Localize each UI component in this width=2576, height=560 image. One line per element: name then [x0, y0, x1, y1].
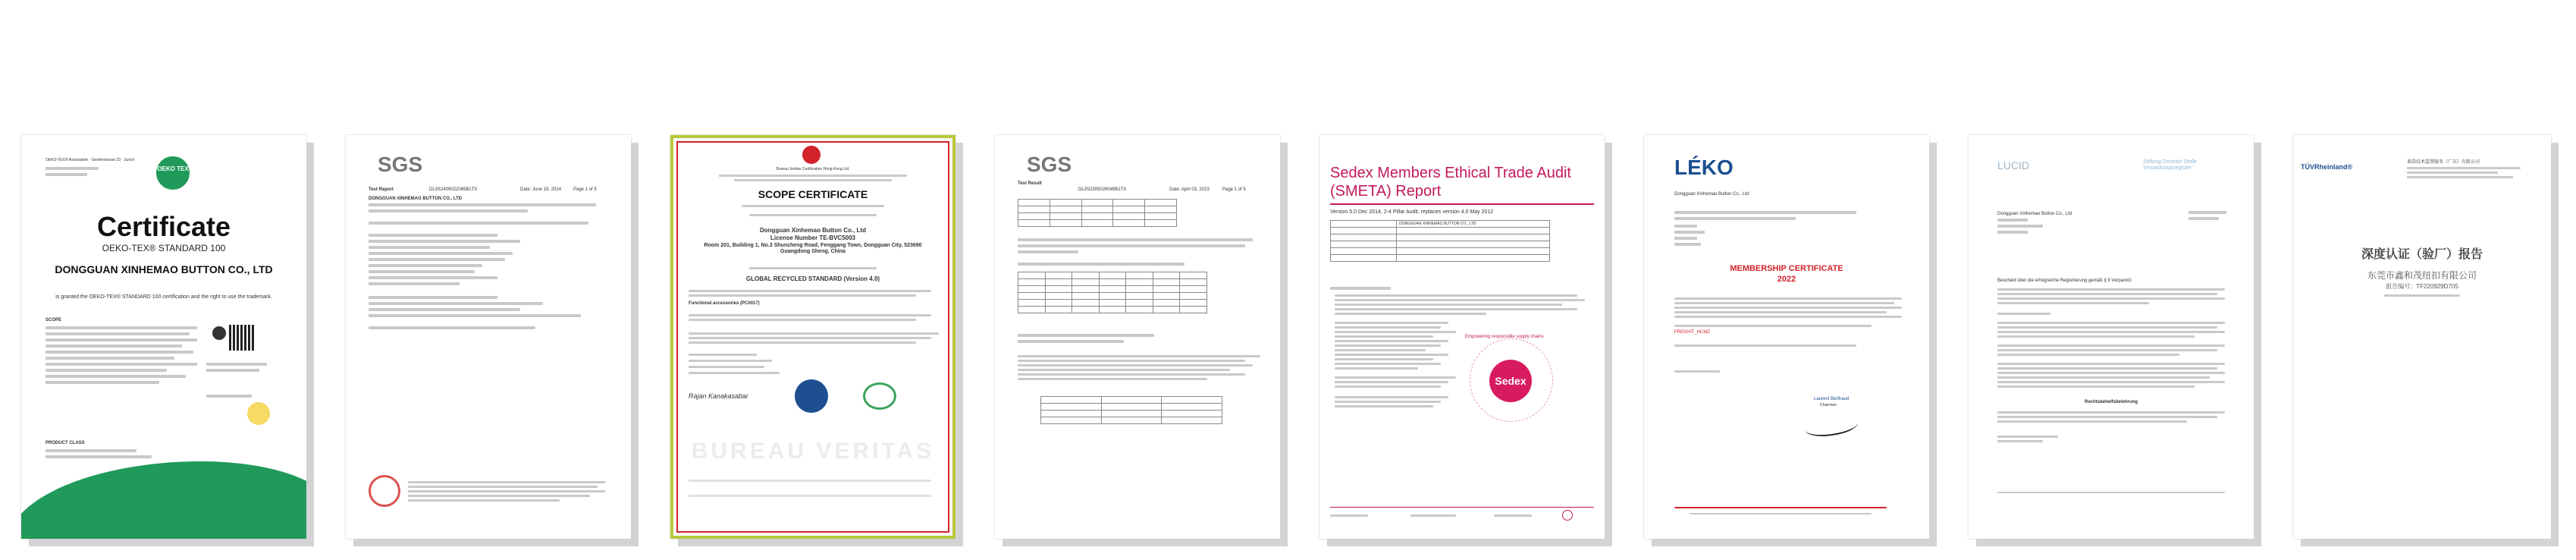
sgs-test-report-2023[interactable] [995, 135, 1280, 539]
member-company: Dongguan Xinhemao Button Co., Ltd [1674, 192, 1749, 197]
signatory: Rajan Kanakasabai [689, 392, 748, 400]
supplier-cell: DONGGUAN XINHEMAO BUTTON CO., LTD [1397, 221, 1550, 228]
green-wave-footer [21, 461, 306, 539]
report-page: Page 1 of 5 [1222, 187, 1246, 192]
bureau-veritas-logo [802, 146, 820, 164]
header-text: OEKO-TEX® Association · Genferstrasse 23 · Zurich [45, 158, 135, 162]
oeko-tex-logo: OEKO TEX [156, 156, 190, 190]
lucid-logo: LUCID [1997, 159, 2030, 171]
zentrale-stelle-registration[interactable] [1969, 135, 2254, 539]
qr-code-icon [229, 325, 255, 351]
company-address: Room 201, Building 1, No.3 Shuncheng Road, Fenggang Town, Dongguan City, 523690 Guangdong Sheng, China [704, 243, 922, 254]
leko-logo: LÉKO [1674, 156, 1734, 179]
grs-logo-icon [863, 382, 896, 410]
company-name-cn: 东莞市鑫和茂纽扣有限公司 [2367, 270, 2477, 281]
tuv-header: 莱茵技术监督服务（广东）有限公司 [2407, 160, 2480, 165]
watermark: BUREAU VERITAS [691, 439, 935, 464]
decision-heading: Bescheid über die erfolgreiche Registrierung gemäß § 9 VerpackG [1997, 278, 2132, 283]
signature-icon [1804, 414, 1859, 439]
issuer-header: Bureau Veritas Certification Hong Kong Ltd. [776, 167, 850, 171]
certified-company: Dongguan Xinhemao Button Co., Ltd [760, 227, 866, 234]
result-title: Test Result [1018, 181, 1042, 186]
report-number: DL3S2409022065B1TX [429, 187, 478, 192]
membership-title: MEMBERSHIP CERTIFICATE [1730, 264, 1843, 273]
report-number: DL3S2305026049B1TX [1078, 187, 1127, 192]
sedex-logo: Sedex [1489, 360, 1532, 402]
oeko-tex-certificate[interactable] [21, 135, 306, 539]
granted-text: is granted the OEKO-TEX® STANDARD 100 certification and the right to use the trademark. [55, 294, 272, 300]
member-id: FREIGHT_HCMZ [1674, 330, 1710, 335]
results-table [1018, 272, 1207, 313]
signer-role: Chairman [1820, 403, 1837, 407]
grs-standard: GLOBAL RECYCLED STANDARD (Version 4.0) [745, 275, 880, 282]
certificate-subtitle: OEKO-TEX® STANDARD 100 [102, 243, 226, 253]
company-name: DONGGUAN XINHEMAO BUTTON CO., LTD [55, 263, 273, 275]
limits-table [1040, 396, 1222, 424]
license-number: License Number TE-BVC5003 [770, 234, 856, 241]
scope-label: SCOPE [45, 318, 62, 322]
signature-stamp-icon [247, 402, 270, 425]
sgs-test-report-2024[interactable] [346, 135, 631, 539]
grs-scope-certificate[interactable] [670, 135, 955, 539]
membership-year: 2022 [1777, 275, 1796, 284]
signer-name: Laurent Berthaud [1814, 397, 1850, 401]
sgs-logo: SGS [1027, 153, 1072, 176]
addressee-company: Dongguan Xinhemao Button Co., Ltd [1997, 212, 2072, 216]
sedex-arc-text: Empowering responsible supply chains [1465, 335, 1544, 339]
product-class-label: PRODUCT CLASS [45, 441, 85, 445]
report-title-cn: 深度认证（验厂）报告 [2361, 248, 2483, 261]
bv-seal-icon [795, 379, 828, 413]
leko-membership-certificate[interactable] [1644, 135, 1929, 539]
scope-title: SCOPE CERTIFICATE [758, 188, 868, 200]
client-name: DONGGUAN XINHEMAO BUTTON CO., LTD [369, 197, 463, 201]
certificate-title: Certificate [96, 211, 231, 242]
report-title: Test Report [369, 187, 394, 192]
report-date: Date: June 19, 2024 [520, 187, 562, 192]
report-page: Page 1 of 5 [573, 187, 597, 192]
product-category: Functional accessories (PC0017) [689, 301, 760, 306]
report-date: Date: April 03, 2023 [1169, 187, 1210, 192]
smeta-title: Sedex Members Ethical Trade Audit (SMETA) Report [1330, 165, 1571, 200]
legal-remedy-heading: Rechtsbehelfsbelehrung [2084, 400, 2138, 404]
sgs-red-stamp-icon [369, 475, 400, 507]
smeta-version: Version 5.0 Dec 2014, 2-4 Pillar Audit, replaces version 4.0 May 2012 [1330, 209, 1494, 215]
smeta-audit-report[interactable] [1319, 135, 1605, 539]
report-number-cn: 报告编号：TF220929D705 [2386, 283, 2458, 290]
seal-icon [212, 326, 226, 340]
sgs-logo: SGS [378, 153, 423, 176]
audit-info-table [1330, 220, 1550, 262]
page-number-icon [1562, 510, 1573, 521]
zentrale-logo: Stiftung Zentrale Stelle Verpackungsregister [2143, 159, 2197, 171]
component-table [1018, 199, 1177, 227]
tuv-logo: TÜVRheinland® [2301, 163, 2353, 171]
tuv-audit-report[interactable] [2293, 135, 2551, 539]
